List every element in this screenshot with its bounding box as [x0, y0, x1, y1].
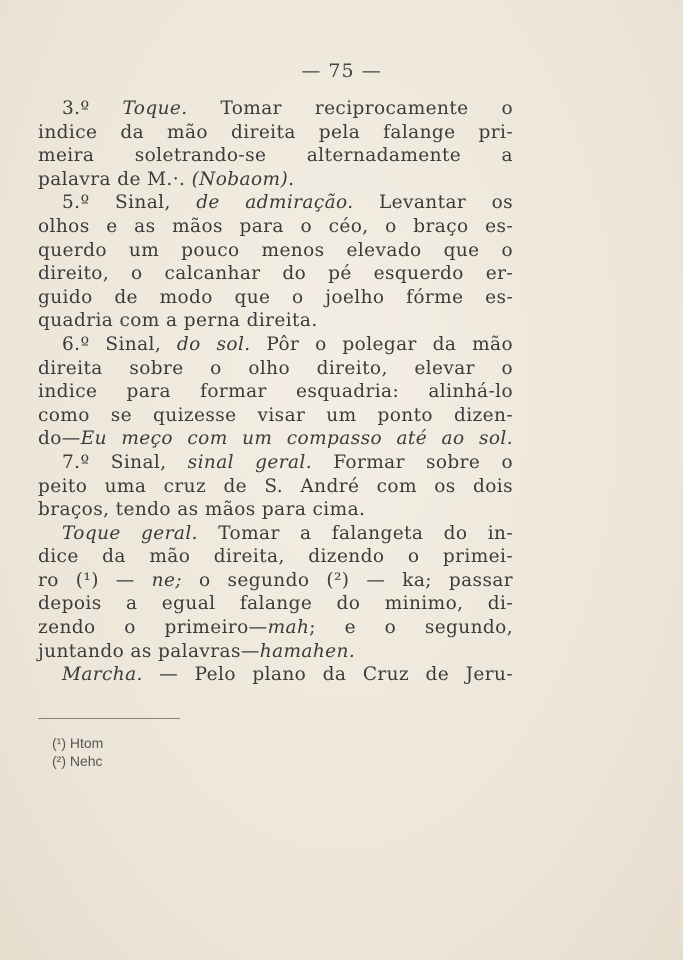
text-line — [38, 380, 513, 404]
text-segment: zendo o primeiro— — [38, 617, 268, 639]
text-segment: indice da mão direita pela falange pri- — [38, 121, 513, 143]
text-line — [38, 451, 513, 475]
text-segment: 5.º Sinal, — [62, 192, 197, 214]
text-segment: quadria com a perna direita. — [38, 310, 318, 332]
text-line — [38, 333, 513, 357]
text-segment: Tomar reciprocamente o — [187, 98, 513, 119]
text-line — [38, 262, 513, 286]
italic-segment: sinal geral. — [187, 451, 312, 473]
text-segment: direito, o calcanhar do pé esquerdo er- — [38, 263, 513, 285]
footnote-1: (¹) Htom — [52, 735, 104, 751]
text-segment: 3.º — [62, 98, 123, 119]
text-line — [38, 168, 513, 192]
text-line — [38, 427, 513, 451]
text-line — [38, 309, 513, 333]
text-segment: meira soletrando-se alternadamente a — [38, 145, 513, 167]
text-line — [38, 522, 513, 546]
text-line — [38, 545, 513, 569]
text-line — [38, 191, 513, 215]
text-segment: o segundo (²) — ka; passar — [181, 569, 514, 591]
italic-segment: Marcha. — [62, 664, 143, 686]
italic-segment: do sol. — [176, 333, 251, 355]
italic-segment: Toque geral. — [62, 522, 198, 544]
italic-segment: Toque. — [122, 98, 188, 119]
body-text — [38, 97, 513, 687]
text-segment: como se quizesse visar um ponto dizen- — [38, 404, 513, 426]
footnotes — [52, 734, 103, 770]
text-segment: Levantar os — [353, 192, 513, 214]
text-line — [38, 569, 513, 593]
text-segment: Pôr o polegar da mão — [250, 333, 514, 355]
text-segment: peito uma cruz de S. André com os dois — [38, 475, 513, 497]
italic-segment: hamahen. — [259, 640, 356, 662]
italic-segment: (Nobaom). — [191, 168, 295, 190]
text-segment: Tomar a falangeta do in- — [197, 522, 513, 544]
text-line — [38, 215, 513, 239]
text-segment: indice para formar esquadria: alinhá-lo — [38, 381, 513, 403]
footnote-rule — [38, 718, 180, 719]
text-segment: palavra de M.·. — [38, 168, 192, 190]
text-segment: guido de modo que o joelho fórme es- — [38, 286, 513, 308]
text-line — [38, 404, 513, 428]
text-segment: Formar sobre o — [312, 451, 513, 473]
text-segment: olhos e as mãos para o céo, o braço es- — [38, 215, 513, 237]
text-segment: do— — [38, 428, 81, 450]
text-segment: braços, tendo as mãos para cima. — [38, 499, 366, 521]
page-number: — 75 — — [301, 60, 382, 82]
text-segment: juntando as palavras— — [38, 640, 260, 662]
footnote-2: (²) Nehc — [52, 753, 103, 769]
text-line — [38, 97, 513, 121]
text-segment: ; e o segundo, — [309, 617, 513, 639]
text-line — [38, 498, 513, 522]
text-segment: depois a egual falange do minimo, di- — [38, 593, 513, 615]
text-line — [38, 663, 513, 687]
text-line — [38, 239, 513, 263]
text-line — [38, 616, 513, 640]
text-line — [38, 592, 513, 616]
text-line — [38, 475, 513, 499]
text-line — [38, 121, 513, 145]
text-segment: querdo um pouco menos elevado que o — [38, 239, 513, 261]
text-line — [38, 286, 513, 310]
text-line — [38, 357, 513, 381]
text-line — [38, 144, 513, 168]
text-segment: ro (¹) — — [38, 569, 152, 591]
italic-segment: de admiração. — [196, 192, 354, 214]
text-segment: 6.º Sinal, — [62, 333, 177, 355]
text-segment: — Pelo plano da Cruz de Jeru- — [142, 664, 513, 686]
text-segment: dice da mão direita, dizendo o primei- — [38, 546, 513, 568]
italic-segment: Eu meço com um compasso até ao sol. — [80, 428, 513, 450]
italic-segment: ne; — [151, 569, 182, 591]
text-segment: direita sobre o olho direito, elevar o — [38, 357, 513, 379]
text-line — [38, 640, 513, 664]
text-segment: 7.º Sinal, — [62, 451, 188, 473]
italic-segment: mah — [267, 617, 310, 639]
